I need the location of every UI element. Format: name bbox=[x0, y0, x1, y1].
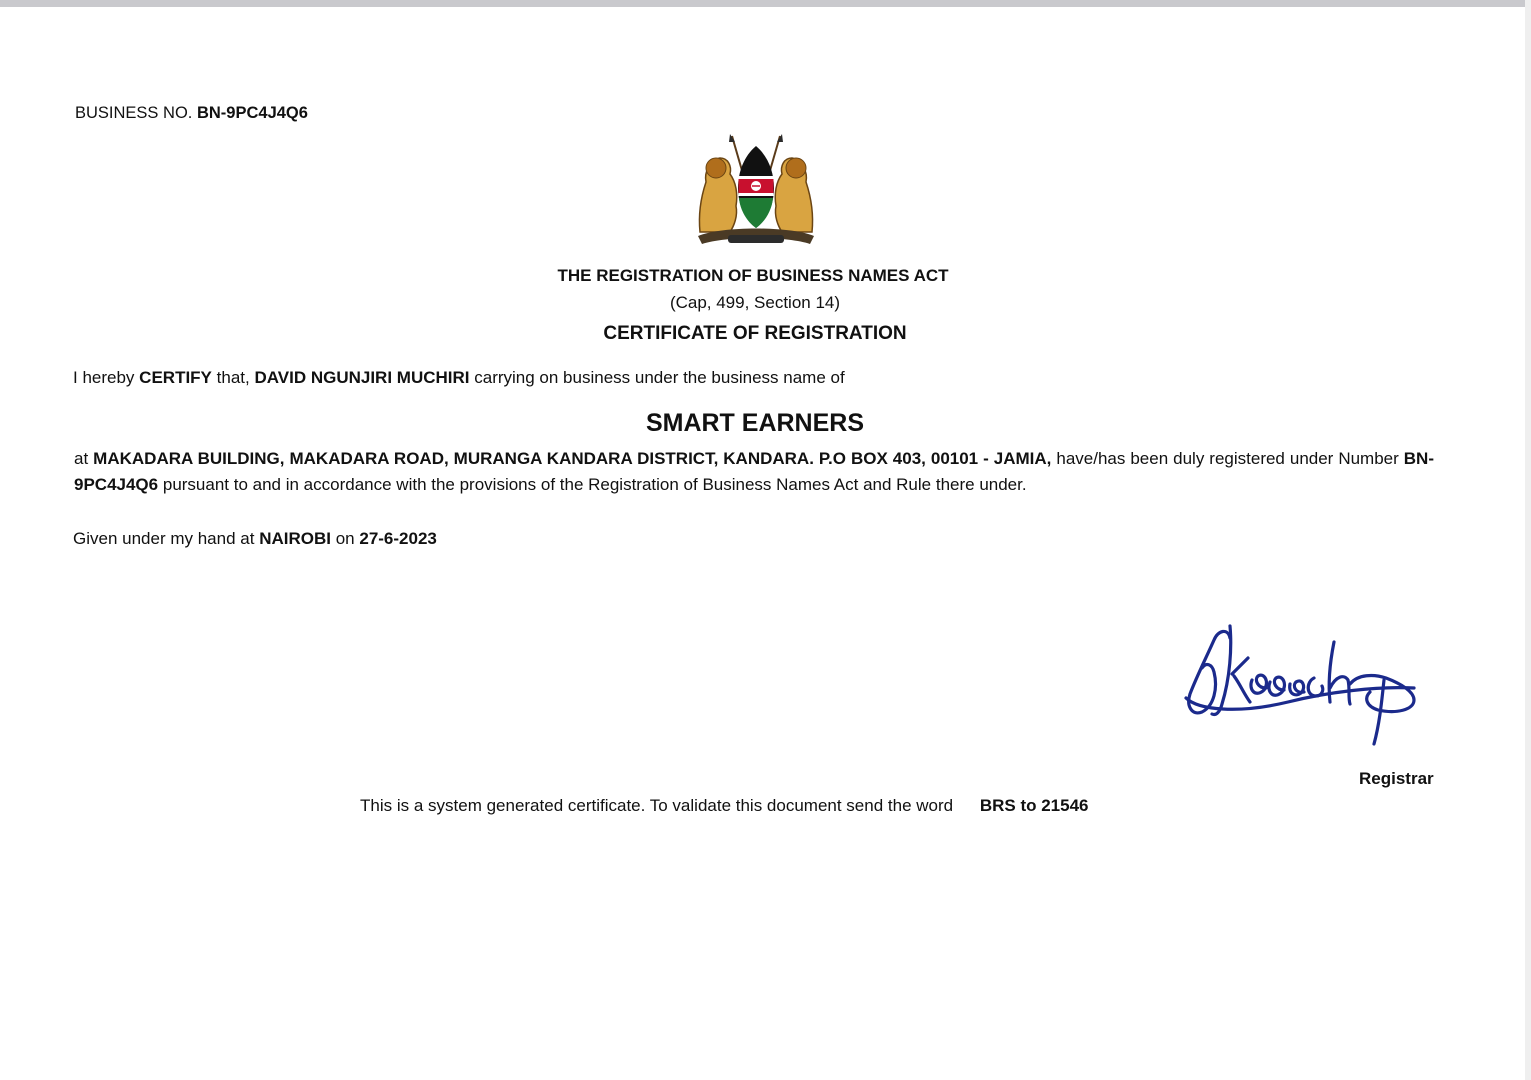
provisions-text: pursuant to and in accordance with the provisions of the Registration of Business Names Act and Rule there under. bbox=[162, 475, 1027, 494]
owner-name: DAVID NGUNJIRI MUCHIRI bbox=[254, 368, 470, 387]
validation-footer bbox=[360, 796, 1089, 816]
business-no-label: BUSINESS NO. bbox=[75, 104, 193, 122]
business-name: SMART EARNERS bbox=[645, 409, 865, 437]
certify-that: that, bbox=[216, 368, 250, 387]
business-address: MAKADARA BUILDING, MAKADARA ROAD, MURANGA KANDARA DISTRICT, KANDARA. P.O BOX 403, 00101 - JAMIA, bbox=[93, 449, 1052, 468]
act-cap-reference: (Cap, 499, Section 14) bbox=[669, 293, 841, 312]
given-statement bbox=[73, 529, 437, 549]
kenya-coat-of-arms-icon bbox=[692, 132, 820, 250]
address-prefix: at bbox=[74, 449, 89, 468]
footer-text: This is a system generated certificate. To validate this document send the word bbox=[360, 796, 954, 815]
certify-prefix: I hereby bbox=[73, 368, 135, 387]
registered-text: have/has been duly registered under Number bbox=[1056, 449, 1399, 468]
given-prefix: Given under my hand at bbox=[73, 529, 255, 548]
registered-number: BN-9PC4J4Q6 bbox=[74, 449, 1434, 494]
address-paragraph bbox=[74, 446, 1434, 498]
certify-suffix: carrying on business under the business name of bbox=[474, 368, 845, 387]
certificate-title: CERTIFICATE OF REGISTRATION bbox=[603, 323, 907, 344]
shield-shape bbox=[738, 146, 774, 228]
registrar-label: Registrar bbox=[1359, 769, 1434, 788]
page-right-edge bbox=[1525, 0, 1531, 1080]
act-title: THE REGISTRATION OF BUSINESS NAMES ACT bbox=[557, 266, 949, 285]
business-number-line bbox=[75, 104, 308, 123]
registrar-signature-icon bbox=[1178, 618, 1426, 750]
certify-statement bbox=[73, 368, 845, 388]
window-top-edge bbox=[0, 0, 1531, 7]
business-no-value: BN-9PC4J4Q6 bbox=[196, 104, 308, 122]
footer-sms-code: BRS to 21546 bbox=[979, 796, 1089, 815]
certify-word: CERTIFY bbox=[139, 368, 212, 387]
given-date: 27-6-2023 bbox=[359, 529, 437, 548]
given-on: on bbox=[335, 529, 355, 548]
given-place: NAIROBI bbox=[259, 529, 331, 548]
